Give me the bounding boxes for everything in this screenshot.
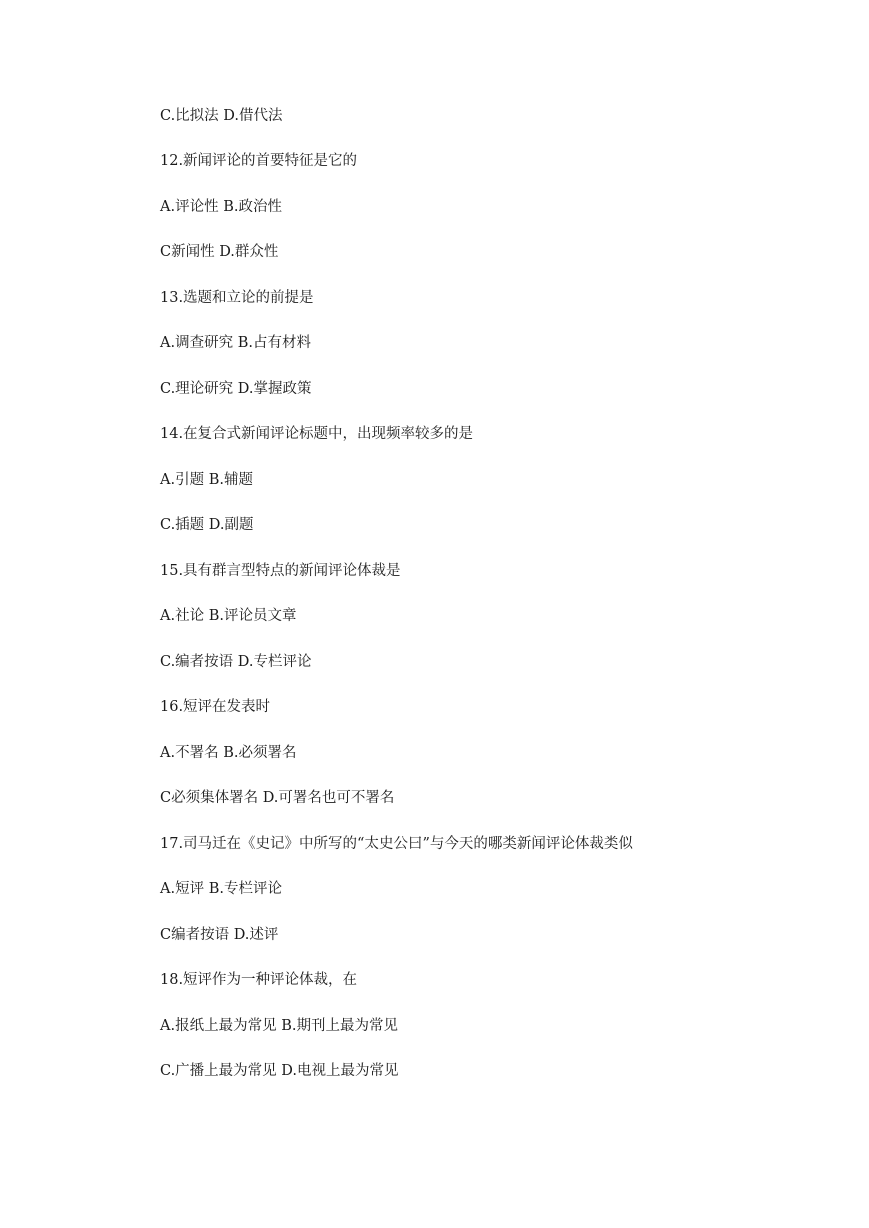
option-line-q13-cd: C.理论研究 D.掌握政策 [160, 381, 312, 397]
question-12: 12.新闻评论的首要特征是它的 [160, 153, 358, 169]
option-line-q12-cd: C新闻性 D.群众性 [160, 244, 279, 260]
option-line-q13-ab: A.调查研究 B.占有材料 [160, 335, 311, 351]
option-line-q12-ab: A.评论性 B.政治性 [160, 199, 282, 215]
option-line-q16-ab: A.不署名 B.必须署名 [160, 745, 297, 761]
question-18: 18.短评作为一种评论体裁，在 [160, 972, 358, 988]
option-line-q17-cd: C编者按语 D.述评 [160, 927, 279, 943]
option-line-q18-cd: C.广播上最为常见 D.电视上最为常见 [160, 1063, 399, 1079]
option-line-q17-ab: A.短评 B.专栏评论 [160, 881, 282, 897]
question-15: 15.具有群言型特点的新闻评论体裁是 [160, 563, 401, 579]
question-13: 13.选题和立论的前提是 [160, 290, 314, 306]
option-line-q18-ab: A.报纸上最为常见 B.期刊上最为常见 [160, 1018, 398, 1034]
option-line-q11-cd: C.比拟法 D.借代法 [160, 108, 283, 124]
option-line-q14-ab: A.引题 B.辅题 [160, 472, 253, 488]
question-14: 14.在复合式新闻评论标题中，出现频率较多的是 [160, 426, 474, 442]
question-16: 16.短评在发表时 [160, 699, 271, 715]
option-line-q14-cd: C.插题 D.副题 [160, 517, 254, 533]
option-line-q16-cd: C必须集体署名 D.可署名也可不署名 [160, 790, 395, 806]
option-line-q15-cd: C.编者按语 D.专栏评论 [160, 654, 312, 670]
question-17: 17.司马迁在《史记》中所写的“太史公曰”与今天的哪类新闻评论体裁类似 [160, 836, 633, 852]
option-line-q15-ab: A.社论 B.评论员文章 [160, 608, 297, 624]
